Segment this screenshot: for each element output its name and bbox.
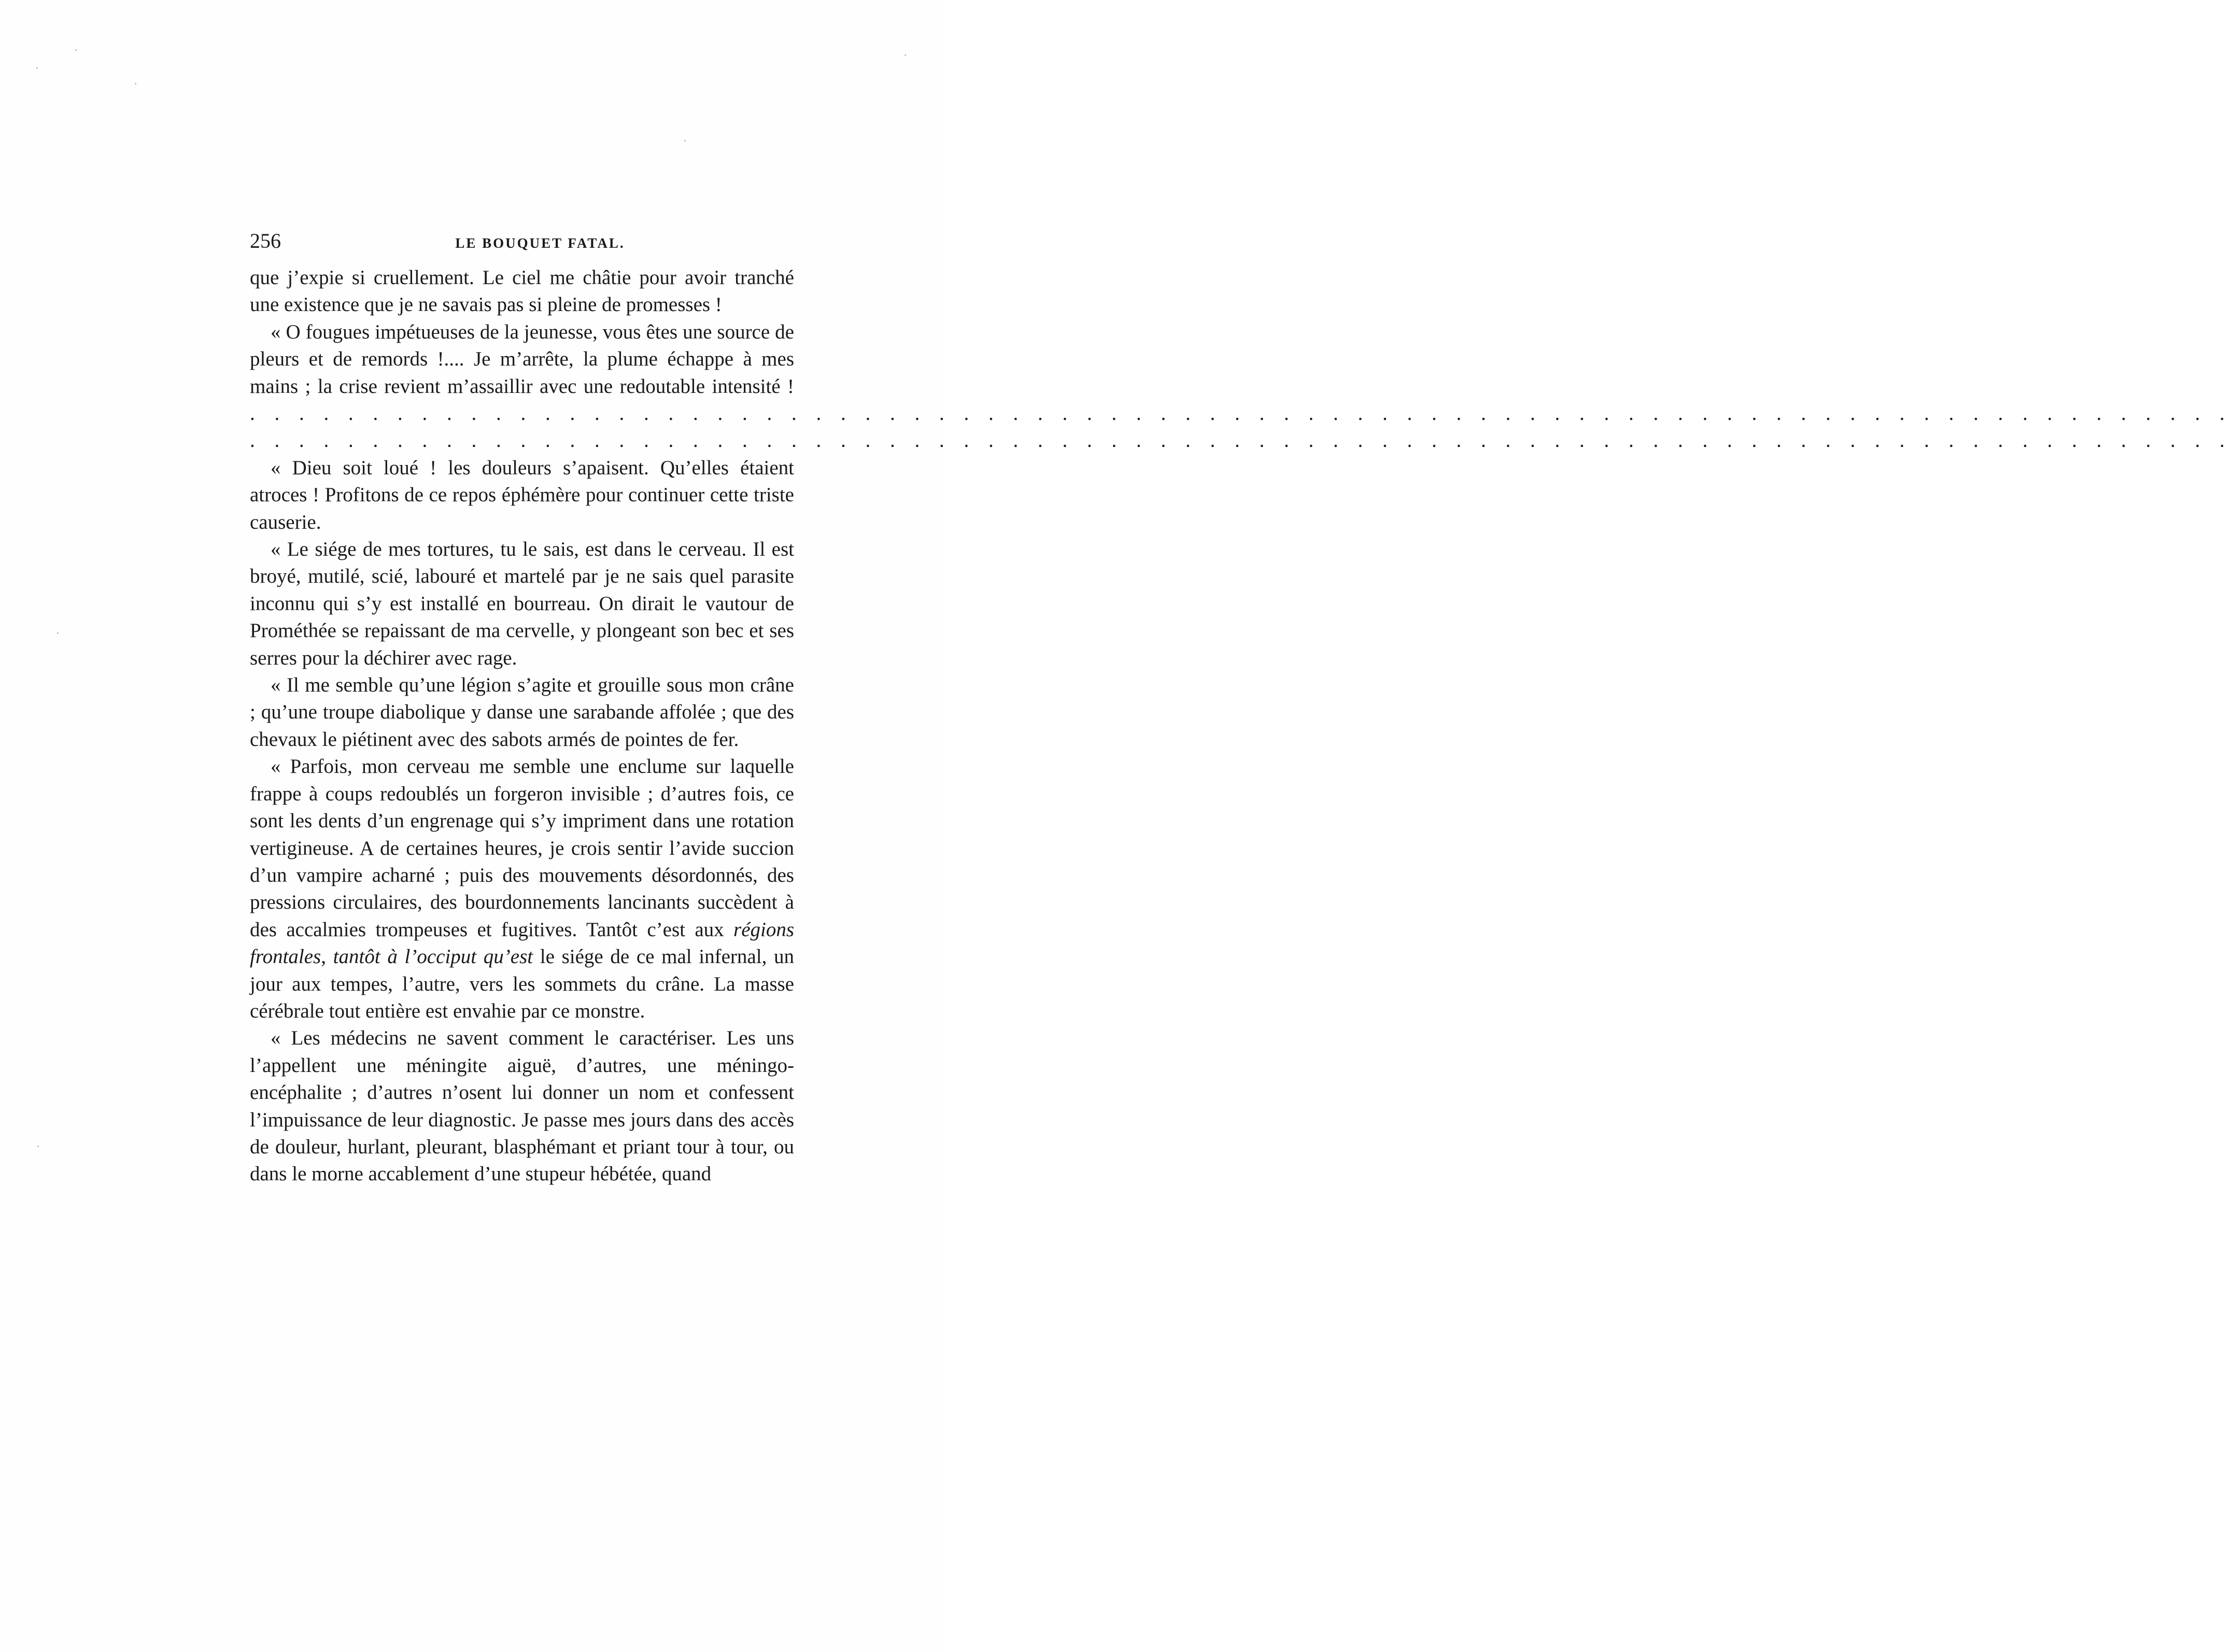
paper-speck [37,1146,39,1147]
paragraph-6-text-2: Tantôt c’est aux [586,918,734,941]
paragraph-6-text-3: , [321,945,333,968]
paragraph-7-text: « Les médecins ne savent comment le caractériser. Les uns l’appellent une méningite aiguë, d’autres, une méningo-encéphalite ; d’autres n’osent lui donner un nom et confessent l’impuissance de leur diagnostic. Je passe mes jours dans des accès de douleur, hurlant, pleurant, blasphémant et priant tour à tour, ou dans le morne accablement d’une stupeur hébétée, quand [250,1027,794,1185]
paragraph-6-text-4: le siége de ce mal infernal, un jour aux tempes, l’autre, vers les sommets du crâne. La masse cérébrale tout entière est envahie par ce monstre. [250,945,794,1022]
paragraph-7 [250,1025,794,1188]
paper-speck [905,54,906,56]
italic-phrase-1: régions frontales [250,918,795,968]
paragraph-4-text: « Le siége de mes tortures, tu le sais, est dans le cerveau. Il est broyé, mutilé, scié, labouré et martelé par je ne sais quel parasite inconnu qui s’y est installé en bourreau. On dirait le vautour de Prométhée se repaissant de ma cervelle, y plongeant son bec et ses serres pour la déchirer avec rage. [250,538,794,669]
paragraph-5-text: « Il me semble qu’une légion s’agite et grouille sous mon crâne ; qu’une troupe diabolique y danse une sarabande affolée ; que des chevaux le piétinent avec des sabots armés de pointes de fer. [250,674,794,751]
dotted-line [250,427,2232,454]
paper-speck [57,632,59,634]
paragraph-3 [250,455,794,536]
paragraph-2 [250,319,2232,428]
page-number: 256 [250,229,281,252]
paragraph-6 [250,753,794,1025]
paper-speck [684,140,686,142]
italic-phrase-2: tantôt à l’occiput qu’est [333,945,533,968]
paragraph-4 [250,536,794,672]
paragraph-3-text: « Dieu soit loué ! les douleurs s’apaisent. Qu’elles étaient atroces ! Profitons de ce repos éphémère pour continuer cette triste causerie. [250,456,794,533]
paper-speck [36,67,38,69]
paper-speck [135,83,136,84]
paragraph-6-text: « Parfois, mon cerveau me semble une enclume sur laquelle frappe à coups redoublés un forgeron invisible ; d’autres fois, ce sont les dents d’un engrenage qui s’y impriment dans une rotation vertigineuse. A de certaines heures, je crois sentir l’avide succion d’un vampire acharné ; puis des mouvements désordonnés, des pressions circulaires, des bourdonnements lancinants succèdent à des accalmies trompeuses et fugitives. [250,755,794,941]
paragraph-1 [250,264,794,319]
leader-dots-line: . . . . . . . . . . . . . . . . . . . . . . . . . . . . . . . . . . . . . . . . . . . . . . . . . . . . . . . . . . . . . . . . . . . . . . . . . . . . . . . . . [250,429,2232,452]
paragraph-2-text: « O fougues impétueuses de la jeunesse, vous êtes une source de pleurs et de remords !.... Je m’arrête, la plume échappe à mes mains ; la crise revient m’assaillir avec une redoutable intensité ! [250,320,794,398]
paragraph-1-text: que j’expie si cruellement. Le ciel me châtie pour avoir tranché une existence que je ne savais pas si pleine de promesses ! [250,266,794,316]
paper-speck [75,49,77,51]
paragraph-5 [250,672,794,753]
body-text [250,264,2232,1188]
page-header [250,228,794,254]
running-title: LE BOUQUET FATAL. [455,235,625,251]
leader-dots: . . . . . . . . . . . . . . . . . . . . . . . . . . . . . . . . . . . . . . . . . . . . . . . . . . . . . . . . . . . . . . . . . . . . . . . . . . . . . . . . . [250,402,2232,425]
